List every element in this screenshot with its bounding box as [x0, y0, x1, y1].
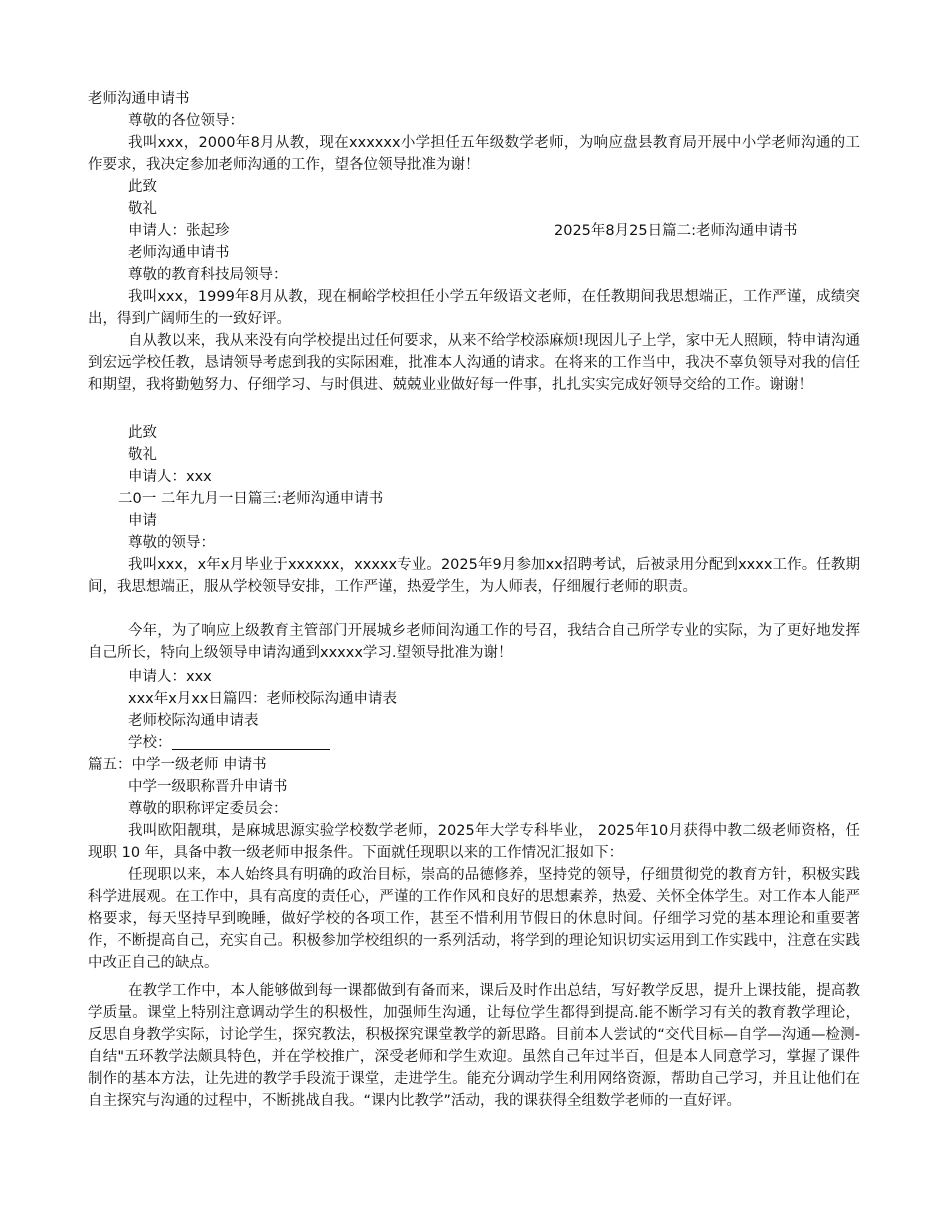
paragraph-5b: 任现职以来，本人始终具有明确的政治目标，崇高的品德修养，坚持党的领导，仔细贯彻党的教育方针，积极实践科学进展观。在工作中，具有高度的责任心，严谨的工作作风和良好的思想素养，热爱、关怀全体学生。对工作本人能严格要求，每天坚持早到晚睡，做好学校的各项工作，甚至不惜利用节假日的休息时间。仔细学习党的基本理论和重要著作，不断提高自己，充实自己。积极参加学校组织的一系列活动，将学到的理论知识切实运用到工作实践中，注意在实践中改正自己的缺点。 — [88, 867, 860, 971]
closing-1a: 此致 — [128, 179, 157, 195]
school-field — [128, 732, 330, 754]
section-2-title: 老师沟通申请书 — [128, 245, 230, 261]
applicant-2: 申请人：xxx — [128, 469, 212, 485]
section-5-title: 中学一级职称晋升申请书 — [128, 779, 288, 795]
paragraph-2a: 我叫xxx，1999年8月从教，现在桐峪学校担任小学五年级语文老师，在任教期间我思想端正，工作严谨，成绩突出，得到广阔师生的一致好评。 — [88, 289, 860, 327]
paragraph-5c: 在教学工作中，本人能够做到每一课都做到有备而来，课后及时作出总结，写好教学反思，提升上课技能，提高教学质量。课堂上特别注意调动学生的积极性，加强师生沟通，让每位学生都得到提高.能不断学习有关的教育教学理论，反思自身教学实际，讨论学生，探究教法，积极探究课堂教学的新思路。目前本人尝试的“交代目标—自学—沟通—检测-自结"五环教学法颇具特色，并在学校推广，深受老师和学生欢迎。虽然自己年过半百，但是本人同意学习，掌握了课件制作的基本方法，让先进的教学手段流于课堂，走进学生。能充分调动学生利用网络资源，帮助自己学习，并且让他们在自主探究与沟通的过程中，不断挑战自我。“课内比教学”活动，我的课获得全组数学老师的一直好评。 — [88, 983, 860, 1109]
paragraph-5a: 我叫欧阳靓琪，是麻城思源实验学校数学老师，2025年大学专科毕业， 2025年10月获得中教二级老师资格，任现职 10 年，具备中教一级老师申报条件。下面就任现职以来的工作情况汇报如下： — [88, 823, 860, 861]
school-blank-line — [172, 733, 330, 750]
salutation-3: 尊敬的领导： — [128, 535, 215, 551]
closing-1b: 敬礼 — [128, 201, 157, 217]
school-label: 学校： — [128, 735, 172, 751]
date-1: 2025年8月25日篇二:老师沟通申请书 — [554, 223, 798, 239]
date-3: xxx年x月xx日篇四：老师校际沟通申请表 — [128, 691, 397, 707]
doc-title: 老师沟通申请书 — [88, 91, 190, 107]
section-4-title: 老师校际沟通申请表 — [128, 713, 259, 729]
section-3-title: 申请 — [128, 513, 157, 529]
applicant-3: 申请人：xxx — [128, 669, 212, 685]
closing-2b: 敬礼 — [128, 447, 157, 463]
applicant-1: 申请人：张起珍 — [128, 223, 230, 239]
paragraph-3a: 我叫xxx，x年x月毕业于xxxxxx，xxxxx专业。2025年9月参加xx招聘考试，后被录用分配到xxxx工作。任教期间，我思想端正，服从学校领导安排，工作严谨，热爱学生，为人师表，仔细履行老师的职责。 — [88, 557, 860, 595]
date-2: 二0一 二年九月一日篇三:老师沟通申请书 — [118, 491, 384, 507]
paragraph-1: 我叫xxx，2000年8月从教，现在xxxxxx小学担任五年级数学老师，为响应盘县教育局开展中小学老师沟通的工作要求，我决定参加老师沟通的工作，望各位领导批准为谢！ — [88, 135, 860, 173]
paragraph-3b: 今年，为了响应上级教育主管部门开展城乡老师间沟通工作的号召，我结合自己所学专业的实际，为了更好地发挥自己所长，特向上级领导申请沟通到xxxxx学习.望领导批准为谢！ — [88, 623, 860, 661]
paragraph-2b: 自从教以来，我从来没有向学校提出过任何要求，从来不给学校添麻烦!现因儿子上学，家中无人照顾，特申请沟通到宏远学校任教，恳请领导考虑到我的实际困难，批准本人沟通的请求。在将来的工作当中，我决不辜负领导对我的信任和期望，我将勤勉努力、仔细学习、与时俱进、兢兢业业做好每一件事，扎扎实实完成好领导交给的工作。谢谢！ — [88, 333, 860, 393]
salutation-1: 尊敬的各位领导： — [128, 113, 244, 129]
salutation-5: 尊敬的职称评定委员会： — [128, 801, 288, 817]
section-5-heading: 篇五：中学一级老师 申请书 — [88, 757, 267, 773]
salutation-2: 尊敬的教育科技局领导： — [128, 267, 288, 283]
closing-2a: 此致 — [128, 425, 157, 441]
